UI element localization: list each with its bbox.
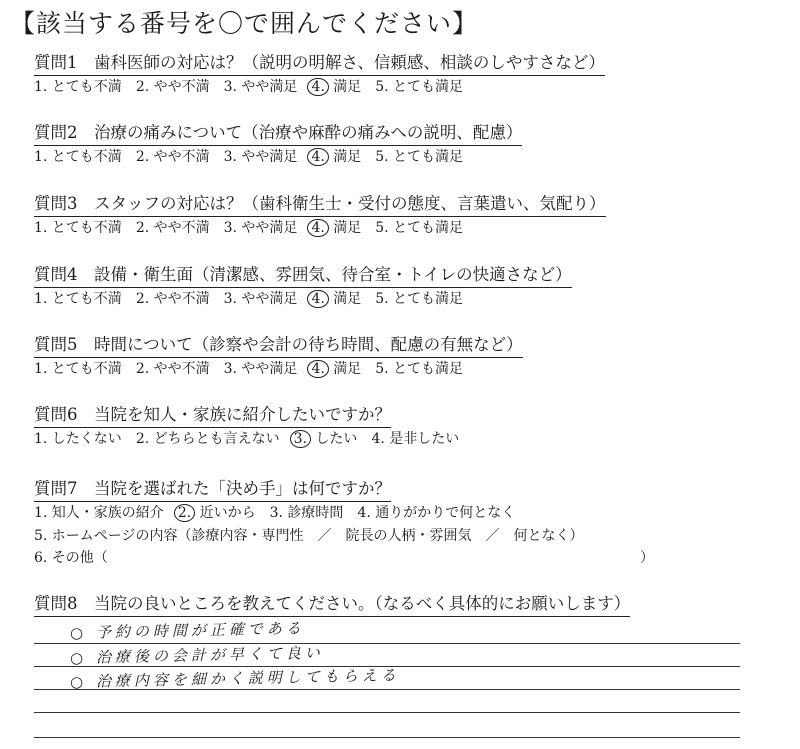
question-2 <box>34 122 522 167</box>
option[interactable]: 2. どちらとも言えない <box>135 431 280 447</box>
question-7 <box>34 478 654 570</box>
option[interactable]: 1. とても不満 <box>34 361 122 377</box>
option[interactable]: 1. とても不満 <box>34 220 122 236</box>
q7-other-close: ） <box>640 550 654 566</box>
option[interactable]: 5. とても満足 <box>375 291 464 307</box>
question-title: 質問3 スタッフの対応は？（歯科衛生士・受付の態度、言葉遣い、気配り） <box>34 193 606 217</box>
handwritten-answer: ○ 予約の時間が正確である <box>69 619 306 642</box>
question-5 <box>34 334 523 379</box>
selected-circle: 3. <box>290 430 311 448</box>
handwritten-answer: ○ 治療内容を細かく説明してもらえる <box>69 666 400 691</box>
option[interactable]: 2. やや不満 <box>135 79 210 95</box>
option-label: 満足 <box>328 149 362 165</box>
option-label: 満足 <box>328 79 362 95</box>
selected-circle: 4. <box>307 290 328 308</box>
option-label: 満足 <box>328 220 362 236</box>
option[interactable]: 3. やや満足 <box>223 79 298 95</box>
option[interactable]: 2. やや不満 <box>135 291 210 307</box>
option[interactable]: 4. 通りがかりで何となく <box>357 505 516 521</box>
option[interactable] <box>178 502 256 525</box>
handwritten-answer: ○ 治療後の会計が早くて良い <box>69 643 325 667</box>
option-label: 満足 <box>328 291 362 307</box>
selected-circle: 4. <box>307 360 328 378</box>
question-title: 質問8 当院の良いところを教えてください。（なるべく具体的にお願いします） <box>34 593 630 617</box>
question-1 <box>34 52 605 97</box>
option[interactable]: 1. したくない <box>34 431 122 447</box>
option[interactable] <box>311 218 361 238</box>
option[interactable]: 3. やや満足 <box>223 220 298 236</box>
question-title: 質問4 設備・衛生面（清潔感、雰囲気、待合室・トイレの快適さなど） <box>34 264 572 288</box>
answer-line <box>34 737 740 738</box>
option[interactable]: 5. とても満足 <box>375 361 464 377</box>
question-title: 質問5 時間について（診察や会計の待ち時間、配慮の有無など） <box>34 334 523 358</box>
option-label: 近いから <box>195 505 256 521</box>
option[interactable]: 2. やや不満 <box>135 149 210 165</box>
page-title: 【該当する番号を〇で囲んでください】 <box>10 9 479 38</box>
q7-options-line2: 5. ホームページの内容（診療内容・専門性 ／ 院長の人柄・雰囲気 ／ 何となく） <box>34 527 584 544</box>
option[interactable]: 3. やや満足 <box>223 361 298 377</box>
question-options <box>34 289 572 309</box>
option[interactable] <box>311 289 361 309</box>
question-options <box>34 218 606 238</box>
q7-options-line3 <box>34 547 654 570</box>
q7-options-line1 <box>34 502 584 525</box>
option[interactable]: 2. やや不満 <box>135 220 210 236</box>
option[interactable]: 1. とても不満 <box>34 79 122 95</box>
option[interactable]: 5. とても満足 <box>375 149 464 165</box>
selected-circle: 2. <box>174 504 195 522</box>
option[interactable]: 3. やや満足 <box>223 149 298 165</box>
question-8 <box>34 593 630 617</box>
option-label: したい <box>310 431 358 447</box>
option[interactable]: 1. とても不満 <box>34 291 122 307</box>
answer-line <box>34 643 740 644</box>
option[interactable]: 3. 診療時間 <box>269 505 344 521</box>
selected-circle: 4. <box>307 219 328 237</box>
question-4 <box>34 264 572 309</box>
option[interactable]: 5. とても満足 <box>375 220 464 236</box>
question-options <box>34 429 473 449</box>
option[interactable] <box>311 147 361 167</box>
question-title: 質問7 当院を選ばれた「決め手」は何ですか？ <box>34 478 391 502</box>
option[interactable] <box>311 77 361 97</box>
option[interactable]: 1. 知人・家族の紹介 <box>34 505 164 521</box>
question-options <box>34 359 523 379</box>
q7-other-label: 6. その他（ <box>34 550 108 566</box>
question-title: 質問6 当院を知人・家族に紹介したいですか？ <box>34 404 391 428</box>
question-options <box>34 77 605 97</box>
option[interactable] <box>294 429 358 449</box>
question-options <box>34 147 522 167</box>
selected-circle: 4. <box>307 148 328 166</box>
answer-line <box>34 712 740 713</box>
option-label: 満足 <box>328 361 362 377</box>
option[interactable]: 1. とても不満 <box>34 149 122 165</box>
question-title: 質問1 歯科医師の対応は？（説明の明解さ、信頼感、相談のしやすさなど） <box>34 52 605 76</box>
option[interactable]: 5. とても満足 <box>375 79 464 95</box>
option[interactable]: 2. やや不満 <box>135 361 210 377</box>
question-3 <box>34 193 606 238</box>
option[interactable] <box>311 359 361 379</box>
question-6 <box>34 404 473 449</box>
selected-circle: 4. <box>307 78 328 96</box>
question-title: 質問2 治療の痛みについて（治療や麻酔の痛みへの説明、配慮） <box>34 122 522 146</box>
option[interactable]: 4. 是非したい <box>371 431 460 447</box>
option[interactable]: 3. やや満足 <box>223 291 298 307</box>
